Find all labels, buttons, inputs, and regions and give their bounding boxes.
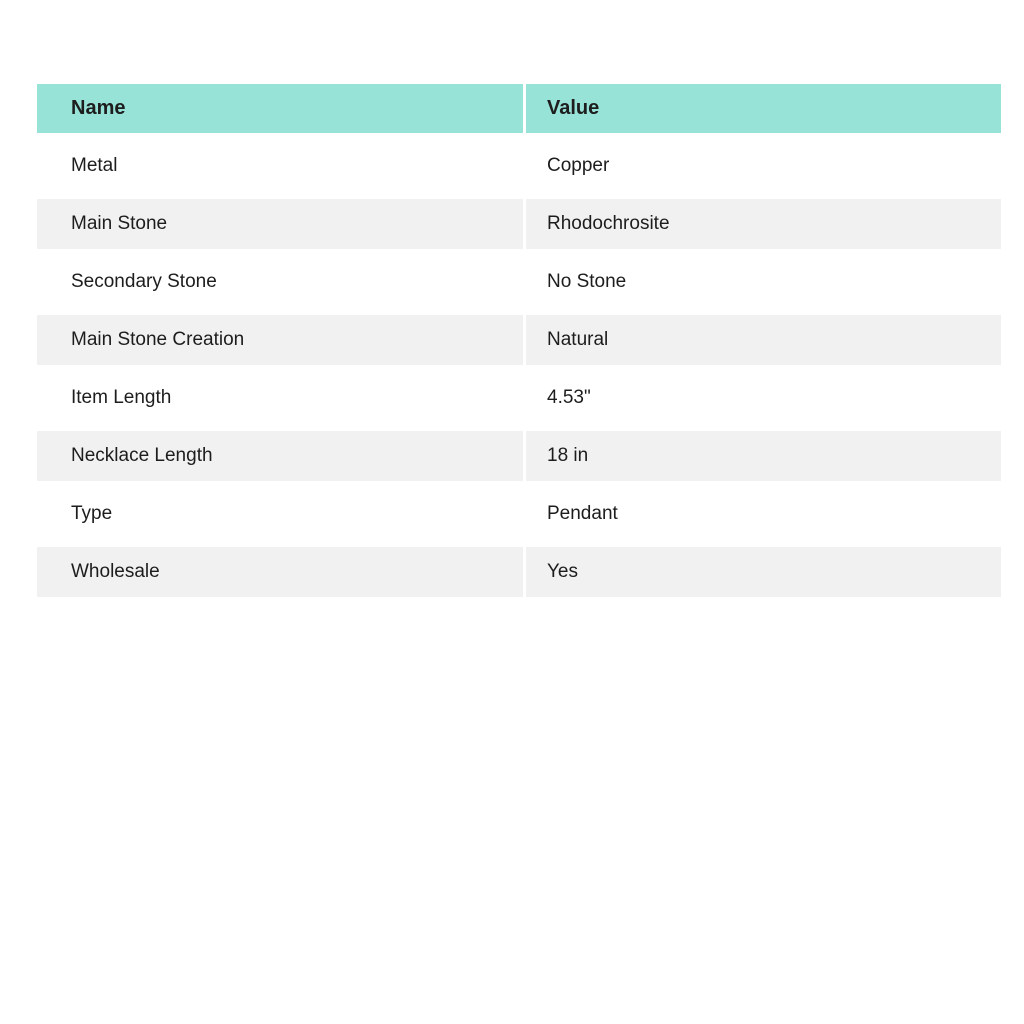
property-value-cell: Natural [523, 315, 1001, 365]
property-name-cell: Item Length [71, 387, 172, 408]
property-value-cell: Yes [523, 547, 1001, 597]
property-value-cell: Pendant [523, 481, 1001, 547]
table-row [37, 431, 1001, 481]
property-name-cell: Main Stone [71, 213, 168, 234]
property-name-cell: Type [71, 503, 113, 524]
column-header-name: Name [37, 84, 523, 133]
property-value-cell: Rhodochrosite [523, 199, 1001, 249]
table-row [37, 547, 1001, 597]
property-name-cell: Wholesale [71, 561, 160, 582]
property-name-cell: Main Stone Creation [71, 329, 245, 350]
table-row [37, 249, 1001, 315]
product-specs-table [37, 84, 1001, 597]
property-name-cell: Necklace Length [71, 445, 213, 466]
table-row [37, 315, 1001, 365]
table-header-row [37, 84, 1001, 133]
table-row [37, 481, 1001, 547]
property-name-cell: Metal [71, 155, 118, 176]
property-name-cell: Secondary Stone [71, 271, 217, 292]
table-row [37, 365, 1001, 431]
table-row [37, 199, 1001, 249]
property-value-cell: No Stone [523, 249, 1001, 315]
table-row [37, 133, 1001, 199]
property-value-cell: Copper [523, 133, 1001, 199]
property-value-cell: 4.53" [523, 365, 1001, 431]
property-value-cell: 18 in [523, 431, 1001, 481]
column-header-value: Value [523, 84, 1001, 133]
